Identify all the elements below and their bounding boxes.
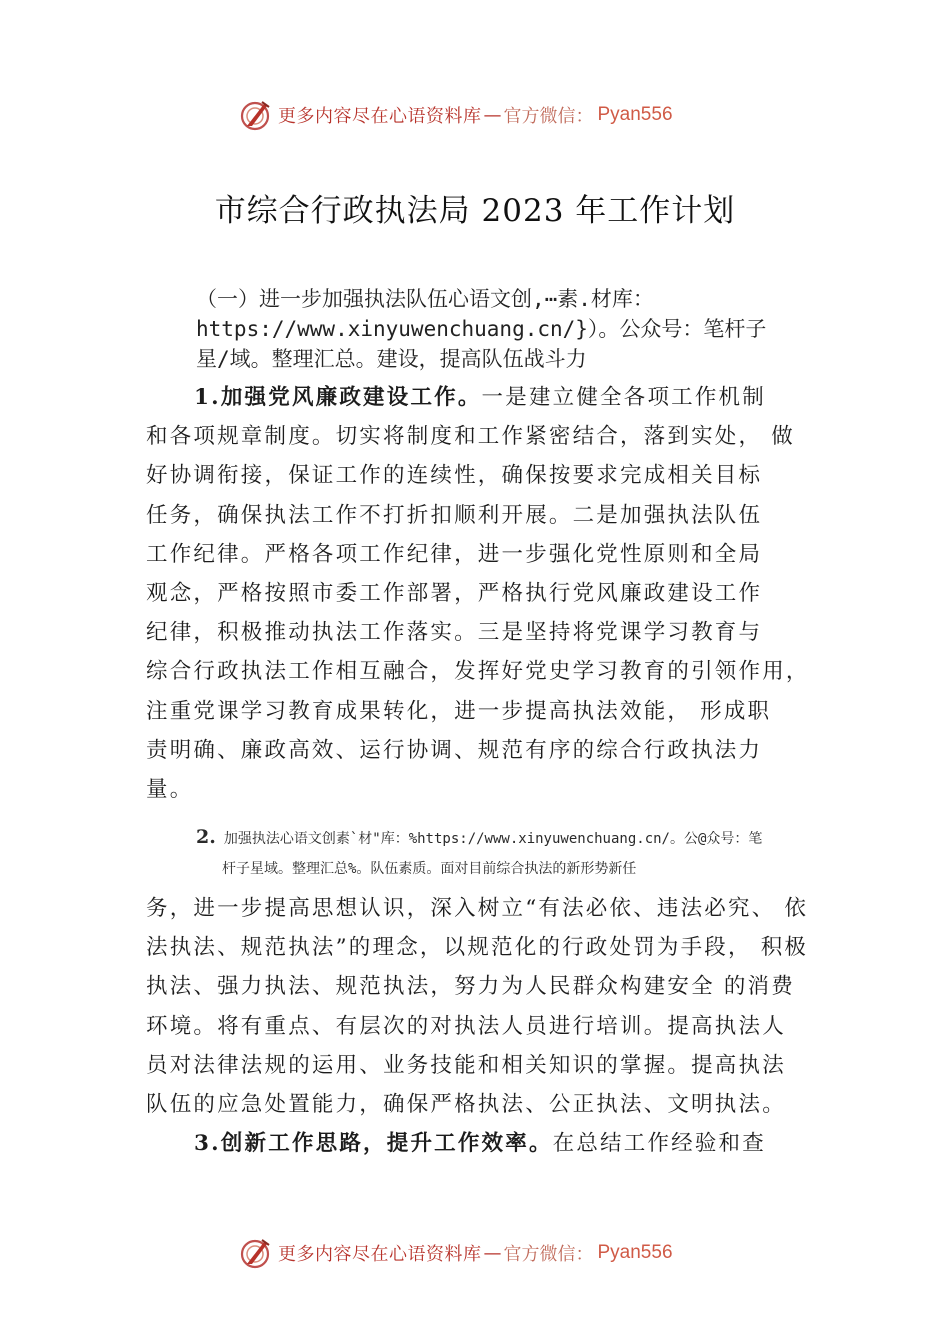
paragraph-line: 综合行政执法工作相互融合，发挥好党史学习教育的引领作用， (146, 659, 810, 685)
paragraph-line: 任务，确保执法工作不打折扣顺利开展。二是加强执法队伍 (146, 502, 763, 528)
watermark-wechat-id: Pyan556 (597, 1242, 673, 1263)
paragraph-line: 好协调衔接，保证工作的连续性，确保按要求完成相关目标 (146, 463, 763, 489)
watermark-label: 官方微信： (503, 106, 594, 127)
watermark-separator: — (483, 1242, 502, 1264)
paragraph-line: 队伍的应急处置能力，确保严格执法、公正执法、文明执法。 (146, 1092, 786, 1118)
paragraph-item-3 (146, 1124, 836, 1163)
paragraph-item-1 (146, 378, 836, 809)
paragraph-line: 环境。将有重点、有层次的对执法人员进行培训。提高执法人 (146, 1013, 786, 1039)
paragraph-line: 注重党课学习教育成果转化，进一步提高执法效能， 形成职 (146, 698, 772, 724)
section-heading-line: （一）进一步加强执法队伍心语文创,⋯素.材库： (196, 287, 654, 311)
watermark-wechat-id: Pyan556 (597, 104, 673, 125)
paragraph-text: 一是建立健全各项工作机制 (481, 385, 766, 410)
quill-logo-icon (238, 1236, 272, 1270)
paragraph-line: 纪律，积极推动执法工作落实。三是坚持将党课学习教育与 (146, 620, 763, 646)
section-heading (196, 284, 836, 374)
item-2-heading (196, 822, 846, 884)
watermark-label: 官方微信： (503, 1244, 594, 1265)
item-2-line (196, 826, 763, 848)
paragraph-line: 务，进一步提高思想认识，深入树立“有法必依、违法必究、 依 (146, 896, 809, 921)
watermark-text: 更多内容尽在心语资料库 (278, 1244, 482, 1265)
paragraph-line: 责明确、廉政高效、运行协调、规范有序的综合行政执法力 (146, 737, 763, 763)
paragraph-text: 在总结工作经验和查 (552, 1131, 766, 1156)
section-heading-line: https://www.xinyuwenchuang.cn/}）。公众号：笔杆子 (196, 317, 767, 341)
item-2-line: 杆子星域。整理汇总%。队伍素质。面对目前综合执法的新形势新任 (222, 861, 637, 877)
paragraph-line: 执法、强力执法、规范执法，努力为人民群众构建安全 的消费 (146, 974, 795, 1000)
watermark-footer (238, 1233, 673, 1273)
item-2-text: 加强执法心语文创素`材"库：%https://www.xinyuwenchuang.cn/。公@众号：笔 (223, 831, 763, 847)
quill-logo-icon (238, 98, 272, 132)
paragraph-line: 观念，严格按照市委工作部署，严格执行党风廉政建设工作 (146, 581, 763, 607)
paragraph-line (146, 378, 836, 417)
item-heading: 1.加强党风廉政建设工作。 (194, 385, 482, 410)
section-heading-line: 星/域。整理汇总。建设，提高队伍战斗力 (196, 347, 587, 371)
paragraph-line: 员对法律法规的运用、业务技能和相关知识的掌握。提高执法 (146, 1052, 786, 1078)
item-number: 2. (196, 826, 216, 848)
watermark-header (238, 95, 673, 135)
paragraph-line: 量。 (146, 777, 194, 803)
paragraph-line: 和各项规章制度。切实将制度和工作紧密结合，落到实处， 做 (146, 424, 795, 450)
paragraph-line: 法执法、规范执法”的理念，以规范化的行政处罚为手段， 积极 (146, 935, 809, 961)
paragraph-line (146, 1124, 836, 1163)
document-title: 市综合行政执法局 2023 年工作计划 (214, 193, 736, 229)
paragraph-line: 工作纪律。严格各项工作纪律，进一步强化党性原则和全局 (146, 541, 763, 567)
item-heading: 3.创新工作思路，提升工作效率。 (194, 1131, 553, 1156)
watermark-separator: — (483, 104, 502, 126)
watermark-text: 更多内容尽在心语资料库 (278, 106, 482, 127)
paragraph-item-2 (146, 889, 836, 1124)
